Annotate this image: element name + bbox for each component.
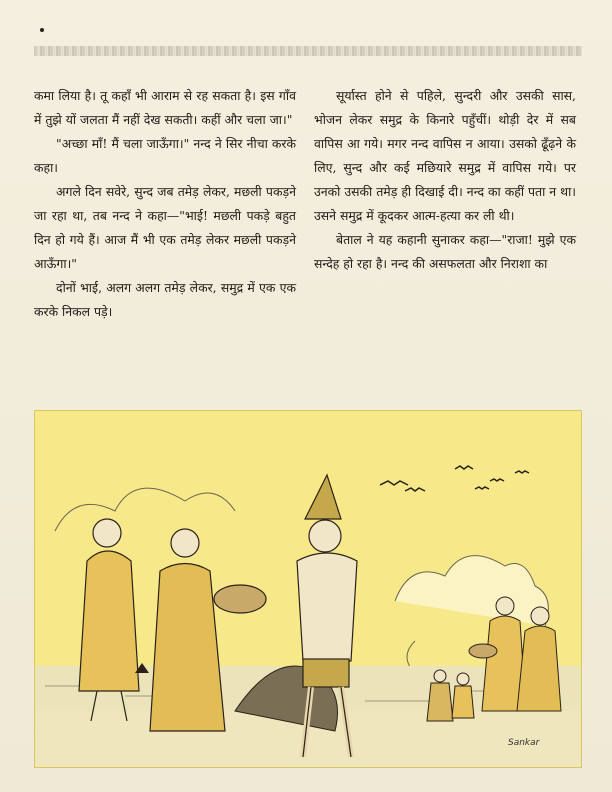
page-mark [40,28,44,32]
paragraph: बेताल ने यह कहानी सुनाकर कहा—"राजा! मुझे एक सन्देह हो रहा है। नन्द की असफलता और निराशा का [314,232,576,271]
paragraph: "अच्छा माँ! मैं चला जाऊँगा।" नन्द ने सिर नीचा करके कहा। [34,136,296,175]
header-band [34,46,582,56]
paragraph: दोनों भाई, अलग अलग तमेड़ लेकर, समुद्र में एक एक करके निकल पड़े। [34,280,296,319]
paragraph: कमा लिया है। तू कहाँ भी आराम से रह सकता है। इस गाँव में तुझे यों जलता मैं नहीं देख सकती। कहीं और चला जा।" [34,88,296,127]
illustration-drawing [35,411,581,767]
paragraph: सूर्यास्त होने से पहिले, सुन्दरी और उसकी सास, भोजन लेकर समुद्र के किनारे पहुँचीं। थोड़ी देर में सब वापिस आ गये। मगर नन्द वापिस न आया। उसको ढूँढ़ने के लिए, सुन्द और कई मछियारे समुद्र में वापिस गये। पर उनको उसकी तमेड़ ही दिखाई दी। नन्द का कहीं पता न था। उसने समुद्र में कूदकर आत्म-हत्या कर ली थी। [314,88,576,223]
left-text-column [34,84,296,324]
story-illustration [34,410,582,768]
right-text-column [314,84,576,276]
bird-icons [380,466,529,491]
artist-signature: Sankar [508,738,540,748]
paragraph: अगले दिन सवेरे, सुन्द जब तमेड़ लेकर, मछली पकड़ने जा रहा था, तब नन्द ने कहा—"भाई! मछली पकड़े बहुत दिन हो गये हैं। आज मैं भी एक तमेड़ लेकर मछली पकड़ने आऊँगा।" [34,184,296,271]
old-woman-figure [79,519,139,721]
